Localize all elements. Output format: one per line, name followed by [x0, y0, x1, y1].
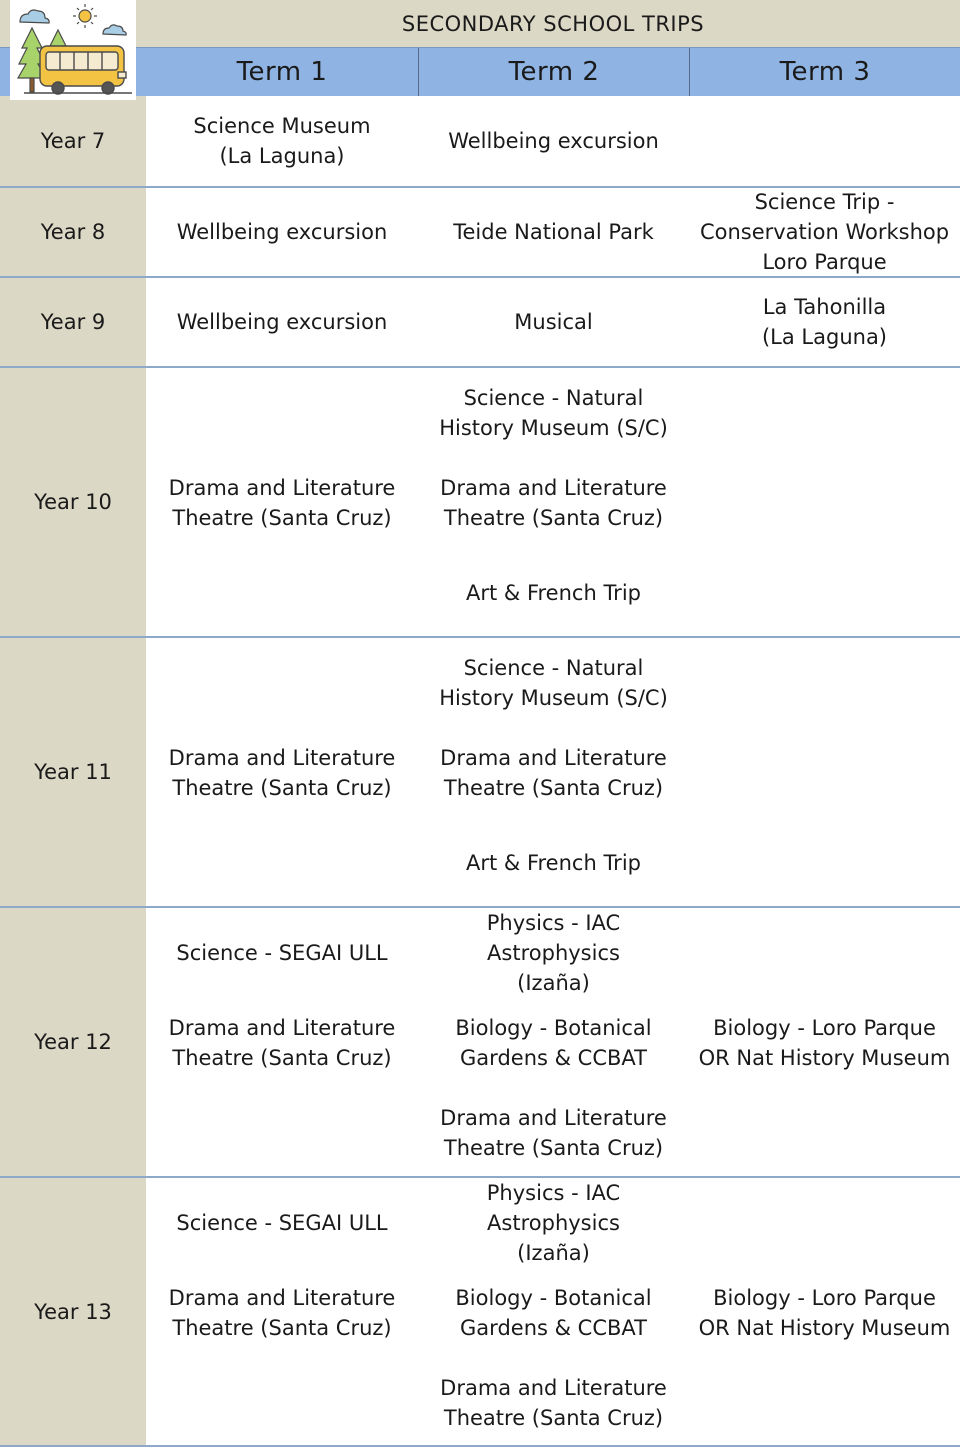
- trip-cell: [418, 278, 689, 366]
- term-header-row: [0, 47, 960, 96]
- trip-item: Art & French Trip: [466, 581, 641, 605]
- trip-cell: [418, 908, 689, 1176]
- trip-cell: [689, 1178, 960, 1445]
- trip-item: La Tahonilla (La Laguna): [761, 295, 887, 349]
- trip-cell: [146, 96, 418, 186]
- trip-item: Wellbeing excursion: [176, 220, 388, 244]
- trip-item: Physics - IAC Astrophysics (Izaña): [486, 911, 621, 995]
- trip-item: Science Trip - Conservation Workshop Loro Parque: [699, 190, 950, 274]
- trip-cell: [146, 1178, 418, 1445]
- trip-cell: [146, 908, 418, 1176]
- trip-cell: [418, 638, 689, 906]
- trip-item: Drama and Literature Theatre (Santa Cruz): [440, 476, 667, 530]
- term-1-header: Term 1: [236, 57, 328, 87]
- trip-item: Biology - Botanical Gardens & CCBAT: [455, 1286, 652, 1340]
- trip-item: Art & French Trip: [466, 851, 641, 875]
- table-row: [0, 278, 960, 368]
- trip-cell: [689, 908, 960, 1176]
- page-title: SECONDARY SCHOOL TRIPS: [146, 0, 960, 47]
- trip-cell: [689, 368, 960, 636]
- term-3-header: Term 3: [689, 48, 960, 96]
- table-row: [0, 638, 960, 908]
- table-row: [0, 368, 960, 638]
- trip-item: Science - Natural History Museum (S/C): [439, 656, 668, 710]
- trip-item: Biology - Loro Parque OR Nat History Museum: [698, 1286, 951, 1340]
- school-bus-icon: [10, 0, 136, 100]
- trip-cell: [689, 96, 960, 186]
- trip-cell: [689, 638, 960, 906]
- year-label: Year 13: [0, 1178, 146, 1445]
- trip-item: Drama and Literature Theatre (Santa Cruz): [168, 476, 396, 530]
- table-row: [0, 908, 960, 1178]
- trip-cell: [689, 188, 960, 276]
- trip-item: Musical: [514, 310, 593, 334]
- school-bus-logo: [10, 0, 136, 100]
- trip-item: Wellbeing excursion: [176, 310, 388, 334]
- trip-item: Biology - Loro Parque OR Nat History Museum: [698, 1016, 951, 1070]
- trip-cell: [418, 368, 689, 636]
- trip-item: Biology - Botanical Gardens & CCBAT: [455, 1016, 652, 1070]
- trip-cell: [418, 1178, 689, 1445]
- year-label: Year 8: [0, 188, 146, 276]
- year-label: Year 11: [0, 638, 146, 906]
- trip-item: Drama and Literature Theatre (Santa Cruz): [440, 1376, 667, 1430]
- year-label: Year 9: [0, 278, 146, 366]
- trip-item: Drama and Literature Theatre (Santa Cruz): [440, 746, 667, 800]
- trip-cell: [418, 188, 689, 276]
- trip-item: Physics - IAC Astrophysics (Izaña): [486, 1181, 621, 1265]
- table-row: [0, 188, 960, 278]
- year-label: Year 12: [0, 908, 146, 1176]
- trip-item: Science Museum (La Laguna): [193, 114, 371, 168]
- trip-item: Science - Natural History Museum (S/C): [439, 386, 668, 440]
- year-label: Year 10: [0, 368, 146, 636]
- table-row: [0, 96, 960, 188]
- term-2-header: Term 2: [418, 48, 689, 96]
- trip-item: Teide National Park: [453, 220, 654, 244]
- trip-cell: [418, 96, 689, 186]
- trip-item: Drama and Literature Theatre (Santa Cruz): [168, 746, 396, 800]
- trip-cell: [146, 368, 418, 636]
- trip-cell: [146, 278, 418, 366]
- trip-item: Drama and Literature Theatre (Santa Cruz): [168, 1286, 396, 1340]
- trip-item: Drama and Literature Theatre (Santa Cruz): [168, 1016, 396, 1070]
- trip-item: Science - SEGAI ULL: [176, 1211, 388, 1235]
- trip-item: Wellbeing excursion: [448, 129, 659, 153]
- trip-item: Drama and Literature Theatre (Santa Cruz): [440, 1106, 667, 1160]
- table-row: [0, 1178, 960, 1447]
- trip-cell: [146, 188, 418, 276]
- trip-item: Science - SEGAI ULL: [176, 941, 388, 965]
- trip-cell: [146, 638, 418, 906]
- year-label: Year 7: [0, 96, 146, 186]
- trip-cell: [689, 278, 960, 366]
